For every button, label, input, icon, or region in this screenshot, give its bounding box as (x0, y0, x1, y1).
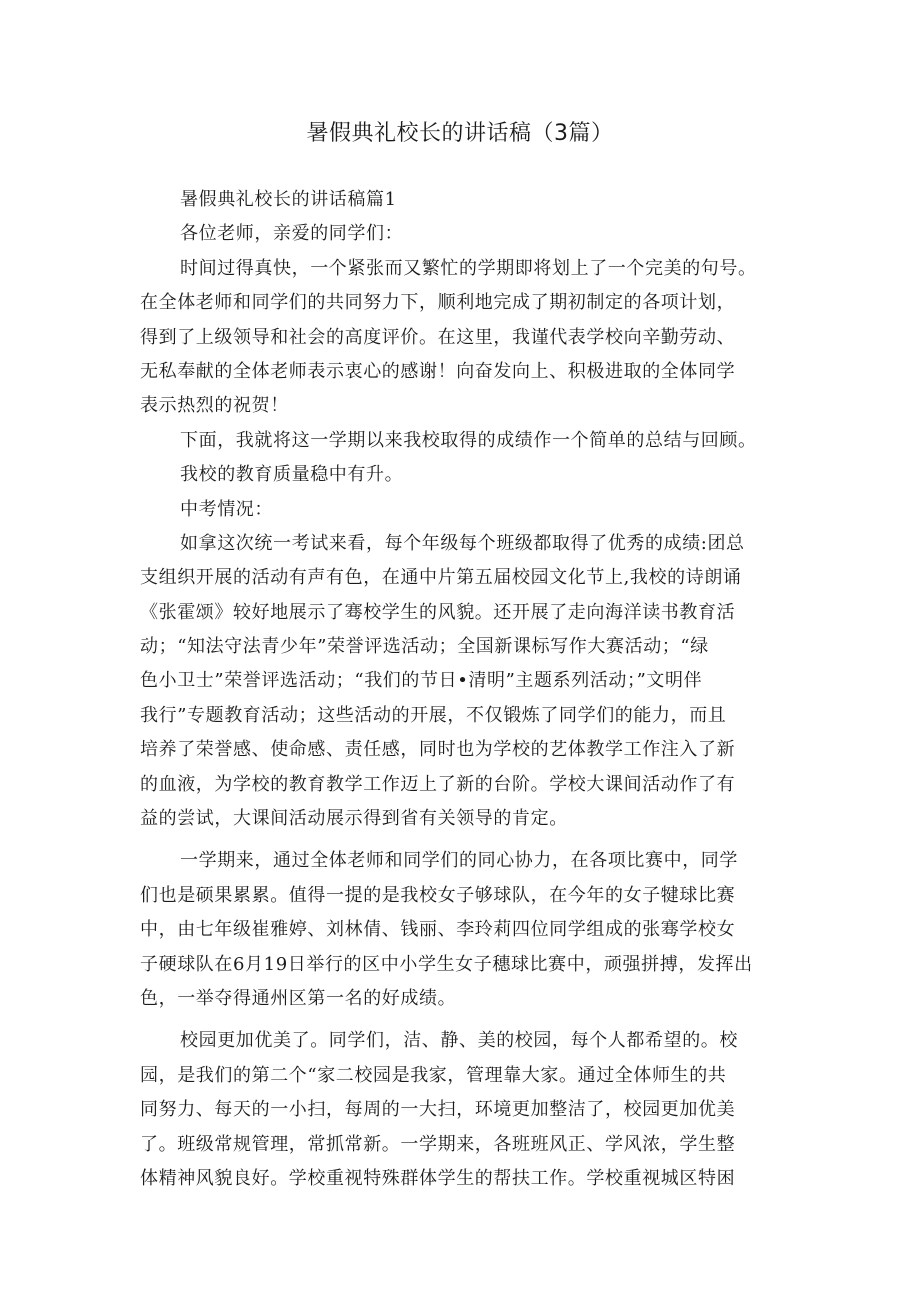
text-line: 时间过得真快，一个紧张而又繁忙的学期即将划上了一个完美的句号。 (180, 257, 757, 279)
document-body (140, 183, 800, 1196)
text-line: 益的尝试，大课间活动展示得到省有关领导的肯定。 (140, 808, 568, 830)
text-line: 动；“知法守法青少年”荣誉评选活动；全国新课标写作大赛活动；“绿 (140, 636, 709, 658)
text-line: 同努力、每天的一小扫，每周的一大扫，环境更加整洁了，校园更加优美 (140, 1099, 736, 1121)
document-title: 暑假典礼校长的讲话稿（3篇） (306, 121, 614, 146)
paragraph-gap (140, 836, 800, 844)
text-line: 我校的教育质量稳中有升。 (180, 464, 404, 486)
text-line: 暑假典礼校长的讲话稿篇1 (180, 189, 397, 210)
text-line: 得到了上级领导和社会的高度评价。在这里，我谨代表学校向辛勤劳动、 (140, 326, 736, 348)
text-line: 培养了荣誉感、使命感、责任感，同时也为学校的艺体教学工作注入了新 (140, 739, 736, 761)
text-line: 下面，我就将这一学期以来我校取得的成绩作一个简单的总结与回顾。 (180, 429, 757, 451)
text-line: 校园更加优美了。同学们，洁、静、美的校园，每个人都希望的。校 (180, 1030, 738, 1052)
text-line: 我行”专题教育活动；这些活动的开展，不仅锻炼了同学们的能力，而且 (140, 704, 727, 726)
text-line: 在全体老师和同学们的共同努力下，顺利地完成了期初制定的各项计划， (140, 292, 736, 314)
paragraph-gap (140, 1016, 800, 1024)
text-line: 园，是我们的第二个“家二校园是我家，管理靠大家。通过全体师生的共 (140, 1064, 727, 1086)
text-line: 色，一举夺得通州区第一名的好成绩。 (140, 987, 457, 1009)
text-line: 支组织开展的活动有声有色，在通中片第五届校园文化节上,我校的诗朗诵 (140, 567, 742, 589)
text-line: 表示热烈的祝贺！ (140, 395, 289, 417)
text-line: 中考情况： (180, 498, 273, 520)
text-line: 体精神风貌良好。学校重视特殊群体学生的帮扶工作。学校重视城区特困 (140, 1167, 736, 1189)
text-line: 了。班级常规管理，常抓常新。一学期来，各班班风正、学风浓，学生整 (140, 1133, 736, 1155)
text-line: 《张霍颂》较好地展示了骞校学生的风貌。还开展了走向海洋读书教育活 (140, 601, 736, 623)
text-line: 色小卫士”荣誉评选活动；“我们的节日•清明”主题系列活动；”文明伴 (140, 670, 703, 692)
text-line: 一学期来，通过全体老师和同学们的同心协力，在各项比赛中，同学 (180, 850, 738, 872)
text-line: 各位老师，亲爱的同学们： (180, 223, 404, 245)
text-line: 如拿这次统一考试来看，每个年级每个班级都取得了优秀的成绩:团总 (180, 532, 745, 554)
text-line: 的血液，为学校的教育教学工作迈上了新的台阶。学校大课间活动作了有 (140, 773, 736, 795)
text-line: 无私奉献的全体老师表示衷心的感谢！向奋发向上、积极进取的全体同学 (140, 360, 736, 382)
text-line: 子硬球队在6月19日举行的区中小学生女子穗球比赛中，顽强拼搏，发挥出 (140, 953, 753, 975)
text-line: 中，由七年级崔雅婷、刘林倩、钱丽、李玲莉四位同学组成的张骞学校女 (140, 919, 736, 941)
text-line: 们也是硕果累累。值得一提的是我校女子够球队，在今年的女子犍球比赛 (140, 884, 736, 906)
